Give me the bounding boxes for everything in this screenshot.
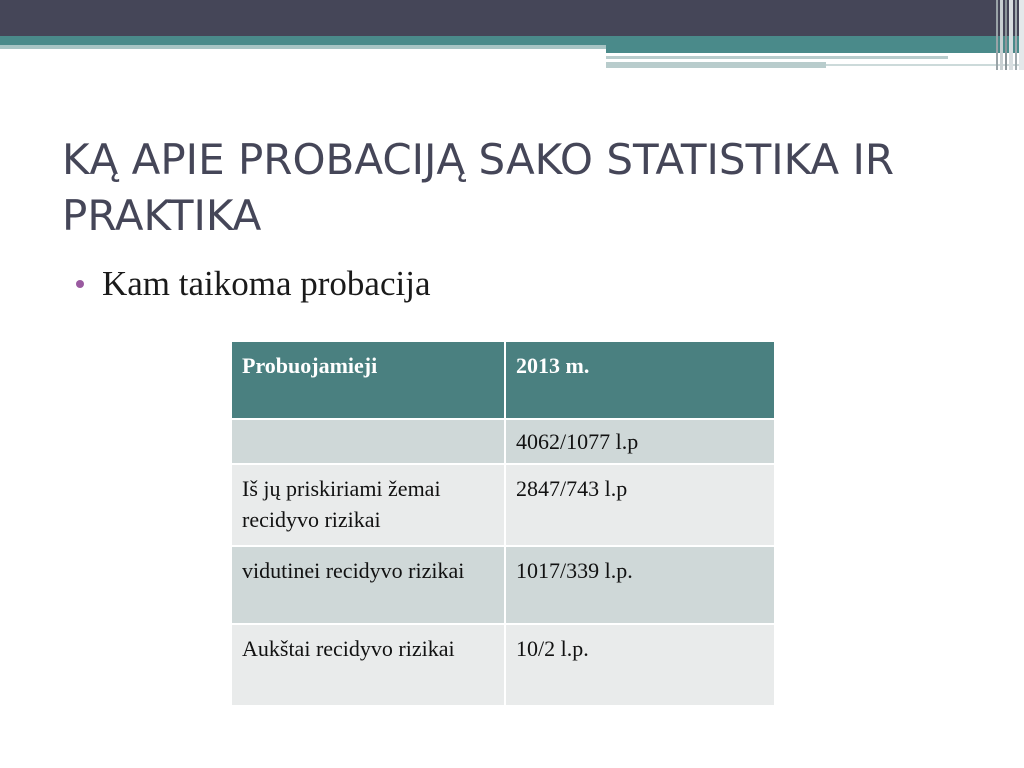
- table-cell-value: 4062/1077 l.p: [505, 419, 775, 464]
- stripe: [1019, 0, 1024, 70]
- header-band-dark: [0, 0, 1024, 36]
- stripe: [1005, 0, 1007, 70]
- stripe: [1009, 0, 1013, 70]
- stripe: [1000, 0, 1003, 70]
- header-band-right-line: [606, 56, 948, 59]
- table-row: [231, 624, 775, 706]
- table-header-cell: Probuojamieji: [231, 341, 505, 419]
- stripe: [1015, 0, 1017, 70]
- table-header-row: [231, 341, 775, 419]
- table-cell-label: vidutinei recidyvo rizikai: [231, 546, 505, 624]
- statistics-table: [230, 340, 776, 707]
- header-band-right-block: [606, 45, 1024, 53]
- table-cell-value: 10/2 l.p.: [505, 624, 775, 706]
- header-band-teal: [0, 36, 1024, 45]
- bullet-item: [76, 264, 430, 304]
- table-row: [231, 419, 775, 464]
- stripe: [996, 0, 998, 70]
- table-cell-label: Iš jų priskiriami žemai recidyvo rizikai: [231, 464, 505, 546]
- header-band-light: [0, 45, 606, 49]
- table-row: [231, 546, 775, 624]
- table-cell-value: 1017/339 l.p.: [505, 546, 775, 624]
- table-cell-label: Aukštai recidyvo rizikai: [231, 624, 505, 706]
- header-stripes: [992, 0, 1024, 70]
- table-cell-value: 2847/743 l.p: [505, 464, 775, 546]
- table-cell-label: [231, 419, 505, 464]
- bullet-dot-icon: [76, 280, 84, 288]
- slide-title: KĄ APIE PROBACIJĄ SAKO STATISTIKA IR PRAKTIKA: [62, 135, 895, 240]
- table-row: [231, 464, 775, 546]
- table-header-cell: 2013 m.: [505, 341, 775, 419]
- bullet-text: Kam taikoma probacija: [102, 264, 431, 303]
- header-band-right-line: [606, 62, 826, 68]
